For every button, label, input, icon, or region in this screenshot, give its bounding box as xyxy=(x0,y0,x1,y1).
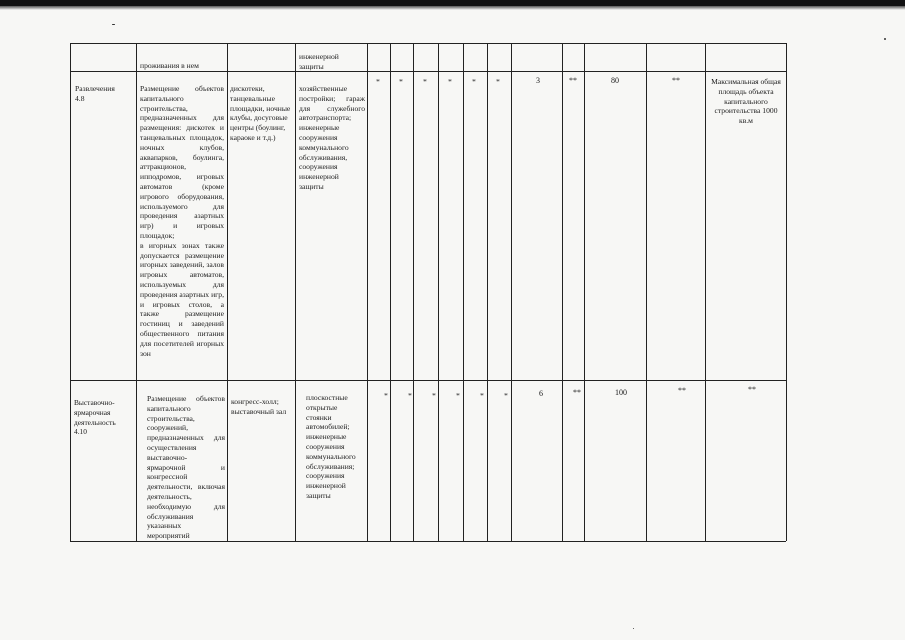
col-divider xyxy=(390,43,391,541)
col-divider xyxy=(413,43,414,541)
row-main-objects-exhibition: конгресс-холл; выставочный зал xyxy=(231,397,287,416)
param-mark-b: ** xyxy=(573,388,581,397)
param-mark: * xyxy=(448,77,452,86)
col-divider xyxy=(562,43,563,541)
row-note-entertainment: Максимальная общая площадь объекта капитального строительства 1000 кв.м xyxy=(711,77,781,126)
row-name-exhibition: Выставочно-ярмарочная деятельность 4.10 xyxy=(74,398,116,437)
table-border-bottom xyxy=(70,541,786,542)
param-mark: * xyxy=(376,77,380,86)
row-divider xyxy=(70,380,786,381)
param-mark: * xyxy=(480,391,484,400)
param-floors: 3 xyxy=(536,76,540,85)
row-divider xyxy=(70,71,786,72)
row-description-exhibition: Размещение объектов капитального строительства, сооружений, предназначенных для осуществления выставочно-ярмарочной и конгрессной деятельности, включая деятельность, необходимую для обслуживания указанных мероприятий xyxy=(147,394,225,541)
col-divider xyxy=(487,43,488,541)
param-mark: * xyxy=(432,391,436,400)
col-divider xyxy=(463,43,464,541)
param-mark: * xyxy=(399,77,403,86)
col-divider xyxy=(438,43,439,541)
row-main-objects-entertainment: дискотеки, танцевальные площадки, ночные клубы, досуговые центры (боулинг, караоке и т.д.) xyxy=(230,84,291,142)
row-description-entertainment: Размещение объектов капитального строительства, предназначенных для размещения: дискотек и танцевальных площадок, ночных клубов, аквапарков, боулинга, аттракционов, ипподромов, игровых автоматов (кроме игрового оборудования, используемого для проведения азартных игр) и игровых площадок; в игорных зонах также допускается размещение игорных заведений, залов игровых автоматов, используемых для проведения азартных игр, и игровых столов, а также размещение гостиниц и заведений общественного питания для посетителей игорных зон xyxy=(140,84,224,358)
param-mark-c: ** xyxy=(672,76,680,85)
row-auxiliary-objects-exhibition: плоскостные открытые стоянки автомобилей; инженерные сооружения коммунального обслуживания; сооружения инженерной защиты xyxy=(306,393,356,500)
param-coverage: 80 xyxy=(611,76,619,85)
row-auxiliary-objects-entertainment: хозяйственные постройки; гараж для служебного автотранспорта; инженерные сооружения коммунального обслуживания, сооружения инженерной защиты xyxy=(299,84,365,191)
col-divider xyxy=(136,43,137,541)
param-mark-b: ** xyxy=(569,76,577,85)
param-mark: * xyxy=(504,391,508,400)
col-divider xyxy=(584,43,585,541)
param-coverage: 100 xyxy=(615,388,627,397)
row-note-exhibition: ** xyxy=(748,385,756,394)
param-mark: * xyxy=(496,77,500,86)
col-divider xyxy=(295,43,296,541)
prev-row-purpose: проживания в нем xyxy=(140,61,199,70)
col-divider xyxy=(227,43,228,541)
param-mark: * xyxy=(423,77,427,86)
param-mark: * xyxy=(456,391,460,400)
col-divider xyxy=(367,43,368,541)
param-mark: * xyxy=(384,391,388,400)
col-divider xyxy=(705,43,706,541)
table-border-top xyxy=(70,43,786,44)
row-name-entertainment: Развлечения 4.8 xyxy=(75,84,115,103)
col-divider xyxy=(511,43,512,541)
prev-row-auxiliary: инженерной защиты xyxy=(299,52,339,71)
col-divider xyxy=(646,43,647,541)
param-mark: * xyxy=(408,391,412,400)
col-divider xyxy=(70,43,71,541)
table-border-right xyxy=(786,43,787,541)
param-floors: 6 xyxy=(539,389,543,398)
param-mark-c: ** xyxy=(678,386,686,395)
param-mark: * xyxy=(472,77,476,86)
